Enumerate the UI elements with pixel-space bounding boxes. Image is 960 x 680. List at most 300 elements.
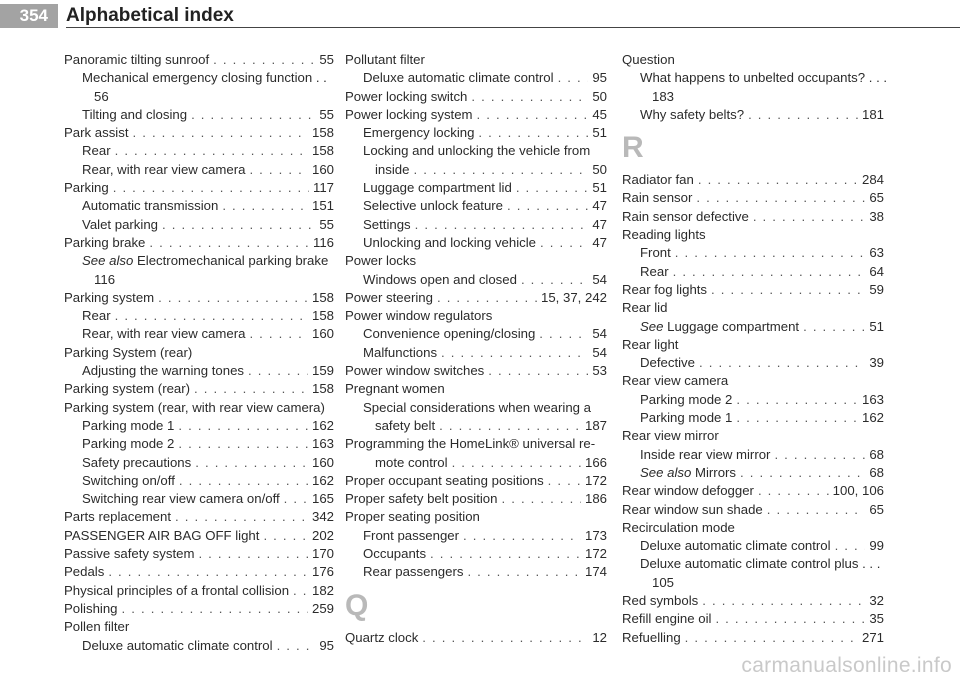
index-entry (622, 501, 884, 519)
index-line-text: Rear view mirror (622, 428, 719, 444)
index-term (622, 171, 694, 189)
index-term (640, 318, 799, 336)
index-term (64, 51, 209, 69)
index-term (345, 629, 418, 647)
index-line-text: Pregnant women (345, 381, 445, 397)
index-entry (64, 197, 334, 215)
index-column-2 (345, 51, 607, 647)
index-line (345, 435, 607, 453)
index-entry (345, 197, 607, 215)
index-column-1 (64, 51, 334, 655)
index-entry (345, 417, 607, 435)
index-term (82, 472, 175, 490)
index-term (64, 600, 118, 618)
index-term-text: Parking brake (64, 234, 146, 250)
page-reference: 51 (592, 180, 607, 196)
index-term (345, 490, 497, 508)
index-entry (345, 88, 607, 106)
page-reference: 163 (861, 391, 884, 407)
page-reference: 45 (592, 106, 607, 122)
index-line (622, 427, 884, 445)
index-term (622, 281, 707, 299)
dot-leader (113, 179, 309, 197)
page-reference: 47 (592, 198, 607, 214)
index-term-text: Deluxe automatic climate control (82, 637, 273, 653)
index-term (375, 454, 448, 472)
index-line-text: 105 (652, 574, 675, 590)
index-entry (622, 318, 884, 336)
dot-leader (222, 197, 308, 215)
dot-leader (753, 208, 866, 226)
page-reference: 38 (869, 208, 884, 224)
index-entry (64, 435, 334, 453)
index-entry (622, 592, 884, 610)
index-term (64, 124, 129, 142)
section-letter: R (622, 131, 644, 165)
index-term (640, 409, 732, 427)
index-term (64, 582, 289, 600)
dot-leader (715, 610, 865, 628)
dot-leader (194, 380, 308, 398)
index-entry (622, 171, 884, 189)
index-term (64, 179, 109, 197)
index-entry (64, 234, 334, 252)
watermark: carmanualsonline.info (741, 654, 952, 677)
dot-leader (413, 161, 588, 179)
index-entry (345, 271, 607, 289)
page-reference: 176 (311, 564, 334, 580)
index-entry (64, 472, 334, 490)
index-entry (345, 325, 607, 343)
dot-leader (115, 307, 308, 325)
page-reference: 187 (584, 417, 607, 433)
index-entry (622, 482, 884, 500)
dot-leader (293, 582, 308, 600)
index-term-text: Adjusting the warning tones (82, 363, 245, 379)
dot-leader (698, 171, 858, 189)
page-reference: 47 (592, 216, 607, 232)
dot-leader (122, 600, 308, 618)
index-line-text: Electromechanical parking brake (133, 253, 329, 269)
see-reference: See also (82, 253, 134, 269)
index-entry (345, 234, 607, 252)
index-term-text: Valet parking (82, 216, 158, 232)
dot-leader (803, 318, 865, 336)
page-reference: 59 (869, 281, 884, 297)
page-reference: 55 (319, 52, 334, 67)
page-reference: 15, 37, 242 (541, 289, 607, 305)
page-reference: 55 (319, 106, 334, 122)
index-entry (64, 380, 334, 398)
index-entry (345, 161, 607, 179)
page-reference: 202 (311, 527, 334, 543)
dot-leader (774, 446, 865, 464)
index-term (363, 344, 437, 362)
index-entry (345, 106, 607, 124)
index-term-text: Switching rear view camera on/off (82, 491, 280, 507)
index-term (345, 106, 473, 124)
index-term (64, 527, 259, 545)
index-entry (64, 600, 334, 618)
dot-leader (478, 124, 588, 142)
index-term-text: Automatic transmission (82, 198, 219, 214)
index-term-text: Quartz clock (345, 629, 419, 645)
index-line-text: 183 (652, 88, 675, 104)
dot-leader (439, 417, 581, 435)
index-entry (622, 244, 884, 262)
index-term-text: Why safety belts? (640, 106, 745, 122)
page-reference: 35 (869, 611, 884, 627)
page-reference: 186 (584, 491, 607, 507)
index-entry (622, 610, 884, 628)
page-reference: 165 (311, 491, 334, 507)
index-term-text: Rear (82, 143, 111, 159)
dot-leader (675, 244, 866, 262)
index-entry (622, 106, 884, 124)
index-entry (64, 307, 334, 325)
index-line-text: Question (622, 52, 675, 67)
index-entry (64, 545, 334, 563)
dot-leader (702, 592, 865, 610)
header-divider (66, 27, 960, 28)
page-header (0, 0, 960, 30)
index-line (622, 51, 884, 69)
index-line (622, 88, 884, 106)
index-term (345, 88, 467, 106)
index-entry (64, 490, 334, 508)
page-reference: 160 (311, 161, 334, 177)
index-entry (345, 216, 607, 234)
index-term-text: Occupants (363, 546, 427, 562)
index-line (345, 508, 607, 526)
dot-leader (685, 629, 858, 647)
index-term (363, 563, 463, 581)
index-term-text: Malfunctions (363, 344, 438, 360)
page-reference: 51 (869, 318, 884, 334)
index-term-text: Emergency locking (363, 125, 475, 141)
dot-leader (696, 189, 865, 207)
index-term-text: Panoramic tilting sunroof (64, 52, 210, 67)
dot-leader (521, 271, 588, 289)
index-entry (622, 537, 884, 555)
index-line-text: 116 (94, 271, 116, 287)
index-term (64, 289, 154, 307)
index-term-text: Rear window defogger (622, 483, 754, 499)
index-entry (64, 637, 334, 655)
index-term-text: Rear, with rear view camera (82, 326, 246, 342)
index-line (345, 252, 607, 270)
index-term-text: Power locking switch (345, 88, 468, 104)
index-term-text: Parking mode 2 (82, 436, 175, 452)
index-entry (64, 325, 334, 343)
index-line-text: Parking System (rear) (64, 344, 193, 360)
index-entry (622, 354, 884, 372)
page-reference: 54 (592, 271, 607, 287)
index-entry (622, 629, 884, 647)
index-term (82, 161, 245, 179)
index-term (622, 482, 754, 500)
dot-leader (441, 344, 588, 362)
dot-leader (711, 281, 865, 299)
index-line (622, 519, 884, 537)
index-term (82, 197, 218, 215)
dot-leader (516, 179, 589, 197)
dot-leader (213, 51, 315, 69)
dot-leader (463, 527, 581, 545)
index-line-text: Reading lights (622, 227, 706, 243)
page-reference: 172 (584, 546, 607, 562)
index-term-text: Front (640, 245, 671, 261)
index-term (64, 234, 145, 252)
index-line-text: Special considerations when wearing a (363, 399, 591, 415)
index-term (640, 464, 736, 482)
page-reference: 259 (311, 600, 334, 616)
index-entry (64, 124, 334, 142)
index-term (640, 244, 671, 262)
index-term (622, 501, 763, 519)
index-term-text: Refuelling (622, 629, 681, 645)
page-reference: 39 (869, 355, 884, 371)
index-term-text: mote control (375, 454, 448, 470)
index-entry (622, 409, 884, 427)
index-line (64, 88, 334, 106)
index-term (82, 454, 191, 472)
index-term-text: inside (375, 161, 410, 177)
page-reference: 64 (869, 263, 884, 279)
index-line (64, 252, 334, 270)
index-term-text: Red symbols (622, 593, 699, 609)
index-entry (345, 545, 607, 563)
index-term-text: Windows open and closed (363, 271, 517, 287)
page-reference: 159 (311, 363, 334, 379)
index-entry (345, 563, 607, 581)
index-line-text: Locking and unlocking the vehicle from (363, 143, 591, 159)
index-entry (345, 362, 607, 380)
index-entry (64, 508, 334, 526)
dot-leader (162, 216, 315, 234)
index-line-text: Parking system (rear, with rear view camera) (64, 399, 325, 415)
index-entry (64, 454, 334, 472)
index-term (82, 325, 245, 343)
index-line-text: Power window regulators (345, 308, 493, 324)
page-reference: 342 (311, 509, 334, 525)
index-term-text: Defective (640, 355, 695, 371)
index-term-text: Mirrors (691, 464, 737, 480)
index-term (363, 234, 536, 252)
index-entry (622, 281, 884, 299)
page-reference: 100, 106 (832, 483, 884, 499)
index-line (345, 307, 607, 325)
index-term-text: Parking system (64, 289, 155, 305)
index-term (363, 124, 474, 142)
dot-leader (488, 362, 588, 380)
dot-leader (263, 527, 308, 545)
page-reference: 53 (592, 363, 607, 379)
page-reference: 158 (311, 143, 334, 159)
dot-leader (415, 216, 589, 234)
index-entry (64, 527, 334, 545)
index-term-text: Parking mode 1 (82, 417, 175, 433)
index-term (363, 325, 535, 343)
dot-leader (149, 234, 309, 252)
index-term (640, 446, 770, 464)
index-entry (622, 446, 884, 464)
dot-leader (540, 234, 588, 252)
index-entry (64, 563, 334, 581)
index-line (64, 271, 334, 289)
dot-leader (467, 563, 581, 581)
dot-leader (108, 563, 308, 581)
page-reference: 65 (869, 501, 884, 517)
index-entry (622, 391, 884, 409)
page-reference: 174 (584, 564, 607, 580)
index-term-text: Tilting and closing (82, 106, 188, 122)
dot-leader (477, 106, 589, 124)
dot-leader (471, 88, 588, 106)
page-reference: 172 (584, 472, 607, 488)
dot-leader (115, 142, 308, 160)
dot-leader (767, 501, 866, 519)
index-entry (622, 263, 884, 281)
index-entry (345, 69, 607, 87)
index-term-text: Proper occupant seating positions (345, 472, 544, 488)
dot-leader (736, 409, 858, 427)
page-reference: 54 (592, 326, 607, 342)
index-term-text: Proper safety belt position (345, 491, 498, 507)
page-number: 354 (0, 4, 58, 28)
index-term (82, 435, 174, 453)
page-reference: 163 (311, 436, 334, 452)
page-reference: 65 (869, 190, 884, 206)
index-entry (64, 216, 334, 234)
index-line (622, 69, 888, 87)
page-reference: 166 (584, 454, 607, 470)
index-term (82, 362, 244, 380)
index-line (622, 555, 884, 573)
index-line-text: Recirculation mode (622, 519, 735, 535)
page-reference: 158 (311, 381, 334, 397)
index-term (64, 380, 190, 398)
index-line (345, 142, 607, 160)
index-term (622, 189, 692, 207)
page-reference: 158 (311, 125, 334, 141)
index-term-text: Front passenger (363, 527, 460, 543)
dot-leader (437, 289, 537, 307)
index-term-text: Passive safety system (64, 546, 195, 562)
index-term-text: Luggage compartment lid (363, 180, 512, 196)
dot-leader (507, 197, 588, 215)
page-reference: 182 (311, 582, 334, 598)
index-line (622, 574, 884, 592)
index-entry (345, 124, 607, 142)
section-letter: Q (345, 588, 369, 622)
index-term (622, 629, 681, 647)
index-term-text: Parking mode 2 (640, 391, 733, 407)
index-term (363, 69, 554, 87)
index-term-text: Rear passengers (363, 564, 464, 580)
dot-leader (835, 537, 866, 555)
page-reference: 95 (319, 637, 334, 653)
index-term-text: Power locking system (345, 106, 473, 122)
page-reference: 173 (584, 527, 607, 543)
index-term-text: Polishing (64, 600, 118, 616)
index-entry (345, 344, 607, 362)
index-term (64, 508, 171, 526)
index-term-text: Rear window sun shade (622, 501, 763, 517)
index-term (82, 490, 280, 508)
index-term (82, 106, 187, 124)
dot-leader (740, 464, 865, 482)
index-term (82, 142, 111, 160)
see-reference: See (640, 318, 664, 334)
index-term (64, 563, 104, 581)
index-term-text: Luggage compartment (663, 318, 800, 334)
page-reference: 68 (869, 446, 884, 462)
index-term (640, 537, 831, 555)
index-entry (64, 289, 334, 307)
index-line-text: Power locks (345, 253, 417, 269)
index-term (82, 216, 158, 234)
index-term-text: Unlocking and locking vehicle (363, 234, 537, 250)
dot-leader (179, 472, 308, 490)
dot-leader (178, 417, 308, 435)
index-term-text: Pedals (64, 564, 105, 580)
index-term (64, 545, 194, 563)
index-column-3 (622, 51, 888, 647)
index-term-text: safety belt (375, 417, 436, 433)
index-entry (345, 629, 607, 647)
page-reference: 162 (861, 410, 884, 426)
index-term (375, 417, 435, 435)
index-line (64, 69, 334, 87)
index-entry (64, 362, 334, 380)
index-term (363, 179, 512, 197)
index-term-text: Deluxe automatic climate control (640, 538, 831, 554)
page-reference: 170 (311, 546, 334, 562)
dot-leader (758, 482, 829, 500)
index-term (363, 545, 426, 563)
index-entry (64, 582, 334, 600)
index-term (640, 391, 732, 409)
index-term-text: Rain sensor (622, 190, 693, 206)
index-entry (64, 142, 334, 160)
page-reference: 95 (592, 70, 607, 86)
index-term-text: Radiator fan (622, 172, 694, 188)
page-reference: 55 (319, 216, 334, 232)
index-line (622, 372, 884, 390)
index-term-text: Refill engine oil (622, 611, 712, 627)
dot-leader (249, 161, 308, 179)
dot-leader (673, 263, 866, 281)
index-term-text: Rear (640, 263, 669, 279)
index-term-text: PASSENGER AIR BAG OFF light (64, 527, 260, 543)
dot-leader (422, 629, 588, 647)
index-line (345, 399, 607, 417)
index-line-text: Mechanical emergency closing function . . (82, 70, 327, 86)
index-term (82, 637, 273, 655)
page-reference: 63 (869, 245, 884, 261)
dot-leader (191, 106, 315, 124)
dot-leader (430, 545, 581, 563)
page-reference: 162 (311, 417, 334, 433)
dot-leader (699, 354, 865, 372)
dot-leader (277, 637, 316, 655)
dot-leader (195, 454, 308, 472)
index-term-text: Convenience opening/closing (363, 326, 536, 342)
dot-leader (501, 490, 581, 508)
index-term (363, 197, 503, 215)
index-entry (345, 527, 607, 545)
